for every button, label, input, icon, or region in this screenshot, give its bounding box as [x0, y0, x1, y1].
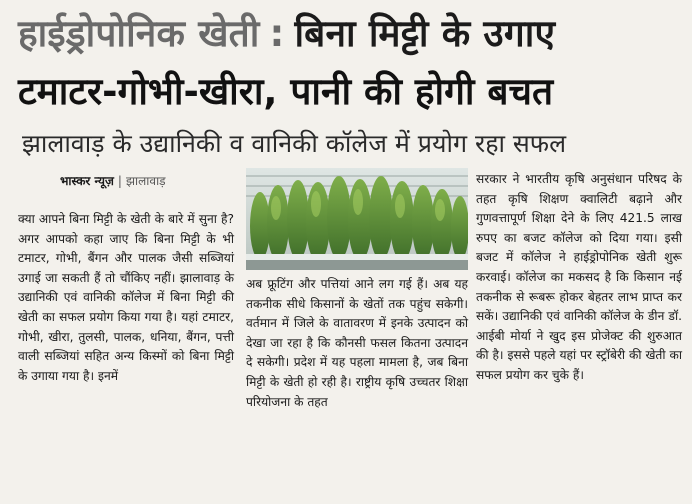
- photo-illustration: [246, 168, 468, 270]
- headline-topic-label: हाईड्रोपोनिक खेती: [18, 12, 260, 55]
- headline-line-1: [18, 6, 678, 62]
- byline: [60, 170, 240, 192]
- byline-place: झालावाड़: [125, 174, 166, 188]
- article-column-2: [246, 275, 468, 500]
- hydroponic-plants-photo: [246, 168, 468, 270]
- byline-separator: |: [117, 174, 122, 188]
- byline-source: भास्कर न्यूज़: [60, 174, 114, 188]
- headline-colon: :: [269, 12, 285, 55]
- article-column-1: [18, 210, 234, 500]
- article-paragraph: क्या आपने बिना मिट्टी के खेती के बारे में सुना है? अगर आपको कहा जाए कि बिना मिट्टी के भी टमाटर, गोभी, बैंगन और पालक जैसी सब्जियां उगाई जा सकती हैं तो चौंकिए नहीं। झालावाड़ के उद्यानिकी एवं वानिकी कॉलेज में बिना मिट्टी की खेती का सफल प्रयोग किया गया है। यहां टमाटर, गोभी, खीरा, तुलसी, पालक, धनिया, बैंगन, पत्ती वाली सब्जियां सहित अन्य किस्मों को बिना मिट्टी के उगाया गया है। इनमें: [18, 212, 234, 383]
- article-paragraph: अब फ्रूटिंग और पत्तियां आने लग गई हैं। अब यह तकनीक सीधे किसानों के खेतों तक पहुंच सकेगी। वर्तमान में जिले के वातावरण में इनके उत्पादन को देखा जा रहा है कि कौनसी फसल कितना उत्पादन दे सकेगी। प्रदेश में यह पहला मामला है, जब बिना मिट्टी के खेती हो रही है। राष्ट्रीय कृषि उच्चतर शिक्षा परियोजना के तहत: [246, 277, 468, 409]
- article-column-3: [476, 170, 682, 500]
- headline-line-2: टमाटर-गोभी-खीरा, पानी की होगी बचत: [18, 70, 554, 113]
- headline-line-1-text: बिना मिट्टी के उगाए: [294, 12, 556, 55]
- article-paragraph: सरकार ने भारतीय कृषि अनुसंधान परिषद के तहत कृषि शिक्षण क्वालिटी बढ़ाने और गुणवत्तापूर्ण शिक्षा देने के लिए 421.5 लाख रुपए का बजट कॉलेज को दिया गया। इसी बजट में कॉलेज ने हाईड्रोपोनिक खेती शुरू करवाई। कॉलेज का मकसद है कि किसान नई तकनीक से रूबरू होकर बेहतर लाभ प्राप्त कर सकें। उद्यानिकी एवं वानिकी कॉलेज के डीन डॉ. आईबी मोर्या ने खुद इस प्रोजेक्ट की शुरुआत की है। इससे पहले यहां पर स्ट्रॉबेरी की खेती का सफल प्रयोग कर चुके हैं।: [476, 172, 682, 382]
- subheadline: झालावाड़ के उद्यानिकी व वानिकी कॉलेज में प्रयोग रहा सफल: [22, 129, 567, 158]
